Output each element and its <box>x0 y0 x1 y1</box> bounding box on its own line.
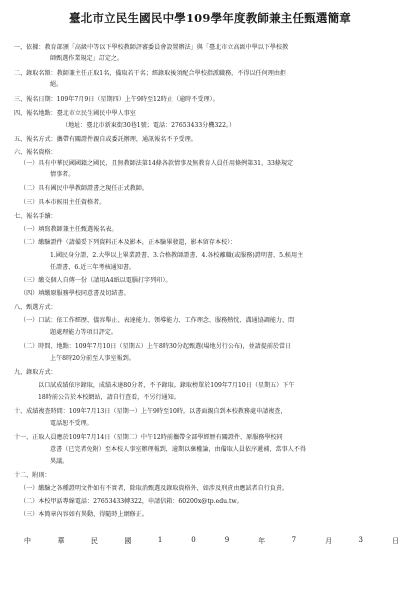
body-line: （三）本簡章內容如有異動，得隨時上網修正。 <box>20 511 148 518</box>
body-line: （四）填繳原服務學校同意書及切結書。 <box>20 290 130 297</box>
document-title: 臺北市立民生國民中學109學年度教師兼主任甄選簡章 <box>68 11 351 25</box>
body-line: 七、報名手續： <box>14 213 57 220</box>
date-char: 7 <box>291 536 297 544</box>
date-char: 民 <box>90 537 98 545</box>
body-line: （一）具有中華民國國籍之國民，且無教師法第14條各款情事及無教育人員任用條例第31、33條規定 <box>20 160 294 167</box>
body-line: （二）本校甲話專線電話：27653433轉322，申請信箱：60200x@tp.edu.tw。 <box>20 498 243 505</box>
body-line: （二）繳驗證件（請備妥下列資料正本及影本，正本驗畢發還，影本留存本校）： <box>20 239 237 246</box>
body-line: 師甄選作業規定」訂定之。 <box>50 55 124 62</box>
body-line: 18時前公告於本校網站，請自行查看，不另行通知。 <box>38 394 180 401</box>
body-line: （二）具有國民中學教師證書之現任正式教師。 <box>20 185 148 192</box>
body-line: 題處理能力等項目評定。 <box>50 329 118 336</box>
body-line: 任證書、6.近三年考核通知書。 <box>50 264 136 271</box>
body-line: 二、錄取名額：教師兼主任正取1名，備取若干名；經錄取後須配合學校指派職務，不得以任何理由拒 <box>14 70 287 77</box>
body-line: （地址：臺北市新東街30巷1號；電話：27653433分機322。） <box>62 122 236 129</box>
body-line: 以口試成績依序錄取，成績未達80分者，不予錄取。錄取榜單於109年7月10日（星期五）下午 <box>38 382 295 389</box>
body-line: 電話恕不受理。 <box>50 420 93 427</box>
body-line: 異議。 <box>50 458 69 465</box>
body-line: 四、報名地點：臺北市立民生國民中學人事室 <box>14 110 136 117</box>
body-line: 上午8時20分前至人事室報到。 <box>50 355 135 362</box>
body-line: 十一、正取人員應於109年7月14日（星期二）中午12時前攜帶全部學經歷有關證件、原服務學校同 <box>14 434 283 441</box>
body-line: 十二、附則： <box>14 472 51 479</box>
body-line: 三、報名日期：109年7月9日（星期四）上午9時至12時止（逾時不受理）。 <box>14 96 219 103</box>
body-line: （三）繳交個人自傳一份（請用A4紙以電腦打字列印）。 <box>20 277 172 284</box>
body-line: 1.國民身分證、2.大學以上畢業證書、3.合格教師證書、4.各校離職(或服務)證明書、5.候用主 <box>50 252 304 259</box>
date-char: 1 <box>157 536 163 544</box>
body-line: （一）口試：依工作經歷、儀容舉止、表達能力、領導能力、工作理念、服務熱忱、溝通協調能力、問 <box>20 317 295 324</box>
body-line: 九、錄取方式： <box>14 369 57 376</box>
body-line: 一、依據：教育部頒「高級中等以下學校教師評審委員會設置辦法」與「臺北市立高級中學以下學校教 <box>14 44 289 51</box>
body-line: 五、報名方式：攜帶有關證件親自或委託辦理，通訊報名不予受理。 <box>14 136 197 143</box>
body-line: 意書（已完者免附）至本校人事室辦理報到，逾期以棄權論，由備取人員依序遞補，當事人不得 <box>50 446 306 453</box>
date-char: 中 <box>24 537 31 545</box>
body-line: 絕。 <box>50 81 63 88</box>
body-line: （二）時間、地點：109年7月10日（星期五）上午8時30分起甄選(場地另行公布)，並請提前於當日 <box>20 343 292 350</box>
date-char: 國 <box>124 537 132 545</box>
body-line: （三）具本市候用主任資格者。 <box>20 199 106 206</box>
body-line: 情事者。 <box>50 171 75 178</box>
date-char: 9 <box>224 536 230 544</box>
date-char: 華 <box>57 537 65 545</box>
body-line: （一）填寫教師兼主任甄選報名表。 <box>20 226 118 233</box>
body-line: 十、成績複查時間：109年7月13日（星期一）上午9時至10時，以書面親自到本校教務處申請複查， <box>14 408 287 415</box>
date-char: 年 <box>258 537 266 545</box>
date-char: 3 <box>358 536 363 544</box>
date-char: 日 <box>392 537 399 545</box>
body-line: 六、報名資格： <box>14 149 57 156</box>
body-line: （一）繳驗之各種證明文件如有不實者，除取消甄選及錄取資格外，如涉及刑責由應試者自行負責。 <box>20 485 289 492</box>
date-char: 0 <box>191 536 196 544</box>
body-line: 八、甄選方式： <box>14 304 57 311</box>
date-char: 月 <box>325 537 333 545</box>
